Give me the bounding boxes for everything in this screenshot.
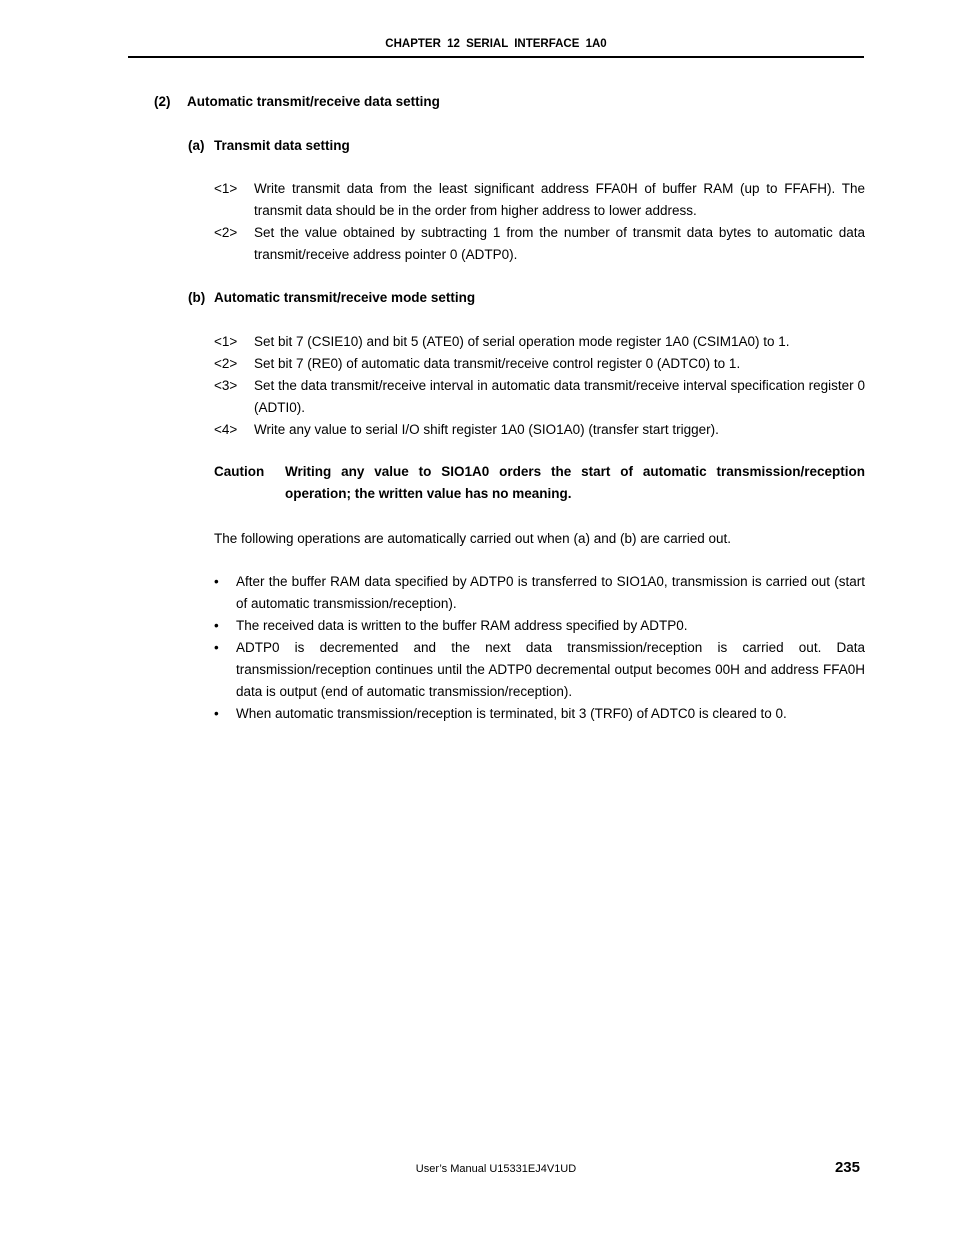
subsection-b-number: (b) <box>188 290 206 305</box>
bullet-icon: • <box>214 706 219 721</box>
step-marker: <2> <box>214 356 238 371</box>
bullet-icon: • <box>214 640 219 655</box>
list-item <box>214 571 865 615</box>
step-item <box>214 419 865 441</box>
section-heading <box>154 94 440 109</box>
section-number: (2) <box>154 94 171 109</box>
intro-paragraph: The following operations are automatically carried out when (a) and (b) are carried out. <box>214 531 732 546</box>
step-marker: <4> <box>214 422 238 437</box>
step-marker: <1> <box>214 334 238 349</box>
step-text: Set bit 7 (CSIE10) and bit 5 (ATE0) of serial operation mode register 1A0 (CSIM1A0) to 1. <box>254 334 790 349</box>
step-marker: <3> <box>214 378 238 393</box>
caution-text: Writing any value to SIO1A0 orders the start of automatic transmission/reception operation; the written value has no meaning. <box>285 464 865 501</box>
list-item <box>214 703 865 725</box>
subsection-b-heading <box>188 290 475 305</box>
page-number: 235 <box>834 1159 860 1176</box>
subsection-a-title: Transmit data setting <box>214 138 350 153</box>
subsection-a-heading <box>188 138 350 153</box>
transmit-data-steps <box>214 178 865 266</box>
list-item-text: The received data is written to the buffer RAM address specified by ADTP0. <box>236 618 688 633</box>
step-text: Set the value obtained by subtracting 1 from the number of transmit data bytes to automatic data transmit/receive address pointer 0 (ADTP0). <box>254 225 865 262</box>
step-marker: <2> <box>214 225 238 240</box>
step-text: Write any value to serial I/O shift register 1A0 (SIO1A0) (transfer start trigger). <box>254 422 719 437</box>
list-item-text: After the buffer RAM data specified by ADTP0 is transferred to SIO1A0, transmission is carried out (start of automatic transmission/reception). <box>236 574 865 611</box>
list-item <box>214 637 865 703</box>
section-title: Automatic transmit/receive data setting <box>187 94 440 109</box>
bullet-icon: • <box>214 618 219 633</box>
mode-setting-steps <box>214 331 865 441</box>
subsection-b-title: Automatic transmit/receive mode setting <box>214 290 476 305</box>
list-item-text: ADTP0 is decremented and the next data transmission/reception is carried out. Data transmission/reception continues until the ADTP0 decremental output becomes 00H and address FFA0H data is output (end of automatic transmission/reception). <box>236 640 865 699</box>
chapter-header: CHAPTER 12 SERIAL INTERFACE 1A0 <box>385 38 607 50</box>
step-item <box>214 222 865 266</box>
list-item <box>214 615 865 637</box>
step-marker: <1> <box>214 181 238 196</box>
bullet-icon: • <box>214 574 219 589</box>
step-item <box>214 331 865 353</box>
caution-label: Caution <box>214 464 265 479</box>
caution-note <box>214 461 865 505</box>
operations-list <box>214 571 865 725</box>
step-text: Set bit 7 (RE0) of automatic data transmit/receive control register 0 (ADTC0) to 1. <box>254 356 741 371</box>
subsection-a-number: (a) <box>188 138 205 153</box>
manual-footer: User’s Manual U15331EJ4V1UD <box>415 1163 577 1175</box>
step-item <box>214 375 865 419</box>
step-text: Write transmit data from the least significant address FFA0H of buffer RAM (up to FFAFH). The transmit data should be in the order from higher address to lower address. <box>254 181 865 218</box>
step-text: Set the data transmit/receive interval in automatic data transmit/receive interval specification register 0 (ADTI0). <box>254 378 865 415</box>
step-item <box>214 178 865 222</box>
list-item-text: When automatic transmission/reception is terminated, bit 3 (TRF0) of ADTC0 is cleared to 0. <box>236 706 787 721</box>
step-item <box>214 353 865 375</box>
header-rule <box>128 56 864 58</box>
